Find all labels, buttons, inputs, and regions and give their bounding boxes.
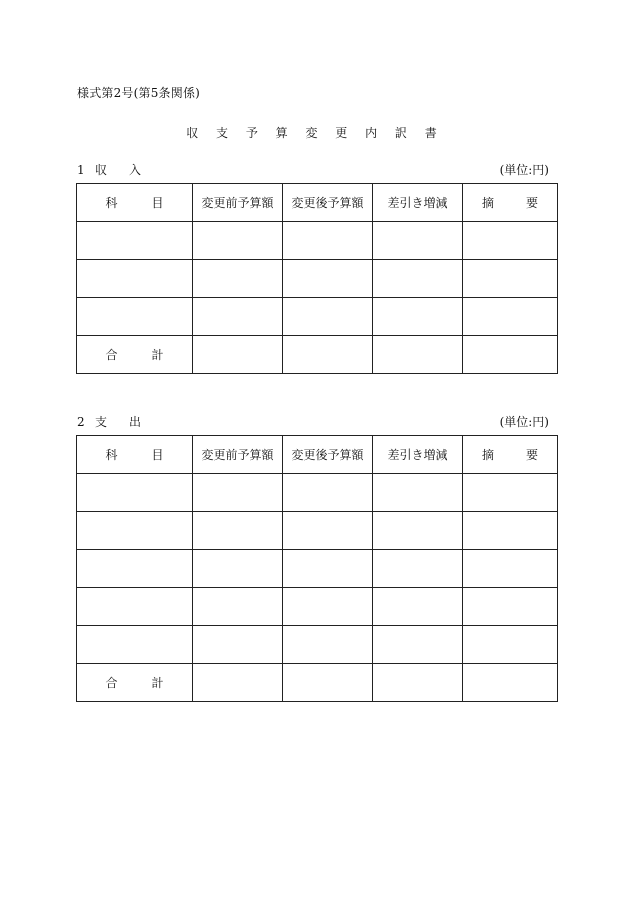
income-cell-summary[interactable] <box>463 298 558 336</box>
income-cell-difference[interactable] <box>373 222 463 260</box>
expense-total-label <box>77 664 193 702</box>
income-row <box>77 222 558 260</box>
income-cell-summary[interactable] <box>463 260 558 298</box>
document-title: 収 支 予 算 変 更 内 訳 書 <box>186 126 444 140</box>
expense-cell-after[interactable] <box>283 550 373 588</box>
expense-label-part-2: 出 <box>129 415 142 429</box>
income-unit-note: (単位:円) <box>499 163 549 177</box>
expense-cell-difference[interactable] <box>373 588 463 626</box>
total-label-part-2: 計 <box>151 676 164 690</box>
header-after-amount: 変更後予算額 <box>283 184 373 222</box>
expense-cell-subject[interactable] <box>77 550 193 588</box>
income-cell-difference[interactable] <box>373 298 463 336</box>
income-cell-subject[interactable] <box>77 222 193 260</box>
expense-cell-difference[interactable] <box>373 512 463 550</box>
income-cell-before[interactable] <box>193 298 283 336</box>
expense-cell-subject[interactable] <box>77 588 193 626</box>
expense-row <box>77 588 558 626</box>
header-before-amount: 変更前予算額 <box>193 184 283 222</box>
income-cell-after[interactable] <box>283 222 373 260</box>
header-after-amount: 変更後予算額 <box>283 436 373 474</box>
expense-row <box>77 626 558 664</box>
income-row <box>77 260 558 298</box>
income-total-summary[interactable] <box>463 336 558 374</box>
header-difference: 差引き増減 <box>373 436 463 474</box>
expense-cell-summary[interactable] <box>463 626 558 664</box>
expense-cell-subject[interactable] <box>77 512 193 550</box>
income-cell-summary[interactable] <box>463 222 558 260</box>
income-cell-before[interactable] <box>193 260 283 298</box>
expense-cell-summary[interactable] <box>463 588 558 626</box>
header-subject-part-2: 目 <box>151 448 164 462</box>
income-label-part-2: 入 <box>129 163 142 177</box>
expense-heading <box>77 413 142 430</box>
expense-cell-before[interactable] <box>193 550 283 588</box>
total-label-part-2: 計 <box>151 348 164 362</box>
expense-total-difference[interactable] <box>373 664 463 702</box>
income-heading <box>77 161 142 178</box>
expense-label-part-1: 支 <box>95 415 108 429</box>
expense-cell-difference[interactable] <box>373 626 463 664</box>
header-summary <box>463 184 558 222</box>
expense-cell-before[interactable] <box>193 474 283 512</box>
income-total-before[interactable] <box>193 336 283 374</box>
income-cell-before[interactable] <box>193 222 283 260</box>
header-subject-part-2: 目 <box>151 196 164 210</box>
expense-unit-note: (単位:円) <box>499 415 549 429</box>
income-section-number: 1 <box>77 163 86 177</box>
income-cell-after[interactable] <box>283 260 373 298</box>
expense-header-row <box>77 436 558 474</box>
income-total-label <box>77 336 193 374</box>
expense-table <box>76 435 558 702</box>
header-subject <box>77 184 193 222</box>
income-row <box>77 298 558 336</box>
expense-row <box>77 474 558 512</box>
income-cell-after[interactable] <box>283 298 373 336</box>
total-label-part-1: 合 <box>105 676 118 690</box>
expense-section-number: 2 <box>77 415 86 429</box>
header-summary-part-1: 摘 <box>482 196 495 210</box>
income-cell-difference[interactable] <box>373 260 463 298</box>
income-total-after[interactable] <box>283 336 373 374</box>
header-subject-part-1: 科 <box>105 448 118 462</box>
expense-total-before[interactable] <box>193 664 283 702</box>
income-table <box>76 183 558 374</box>
expense-cell-after[interactable] <box>283 474 373 512</box>
expense-total-after[interactable] <box>283 664 373 702</box>
expense-row <box>77 512 558 550</box>
income-label-part-1: 収 <box>95 163 108 177</box>
expense-row <box>77 550 558 588</box>
expense-total-row <box>77 664 558 702</box>
expense-cell-difference[interactable] <box>373 474 463 512</box>
income-total-difference[interactable] <box>373 336 463 374</box>
expense-cell-summary[interactable] <box>463 512 558 550</box>
expense-cell-after[interactable] <box>283 626 373 664</box>
expense-cell-before[interactable] <box>193 626 283 664</box>
header-subject-part-1: 科 <box>105 196 118 210</box>
expense-cell-subject[interactable] <box>77 474 193 512</box>
header-summary-part-2: 要 <box>525 448 538 462</box>
expense-cell-subject[interactable] <box>77 626 193 664</box>
income-header-row <box>77 184 558 222</box>
expense-cell-before[interactable] <box>193 512 283 550</box>
header-summary-part-1: 摘 <box>482 448 495 462</box>
income-cell-subject[interactable] <box>77 298 193 336</box>
income-total-row <box>77 336 558 374</box>
expense-total-summary[interactable] <box>463 664 558 702</box>
header-subject <box>77 436 193 474</box>
expense-cell-after[interactable] <box>283 512 373 550</box>
header-before-amount: 変更前予算額 <box>193 436 283 474</box>
header-summary-part-2: 要 <box>525 196 538 210</box>
header-summary <box>463 436 558 474</box>
form-number: 様式第2号(第5条関係) <box>77 86 201 100</box>
expense-cell-difference[interactable] <box>373 550 463 588</box>
income-cell-subject[interactable] <box>77 260 193 298</box>
expense-cell-before[interactable] <box>193 588 283 626</box>
total-label-part-1: 合 <box>105 348 118 362</box>
header-difference: 差引き増減 <box>373 184 463 222</box>
expense-cell-after[interactable] <box>283 588 373 626</box>
expense-cell-summary[interactable] <box>463 474 558 512</box>
expense-cell-summary[interactable] <box>463 550 558 588</box>
